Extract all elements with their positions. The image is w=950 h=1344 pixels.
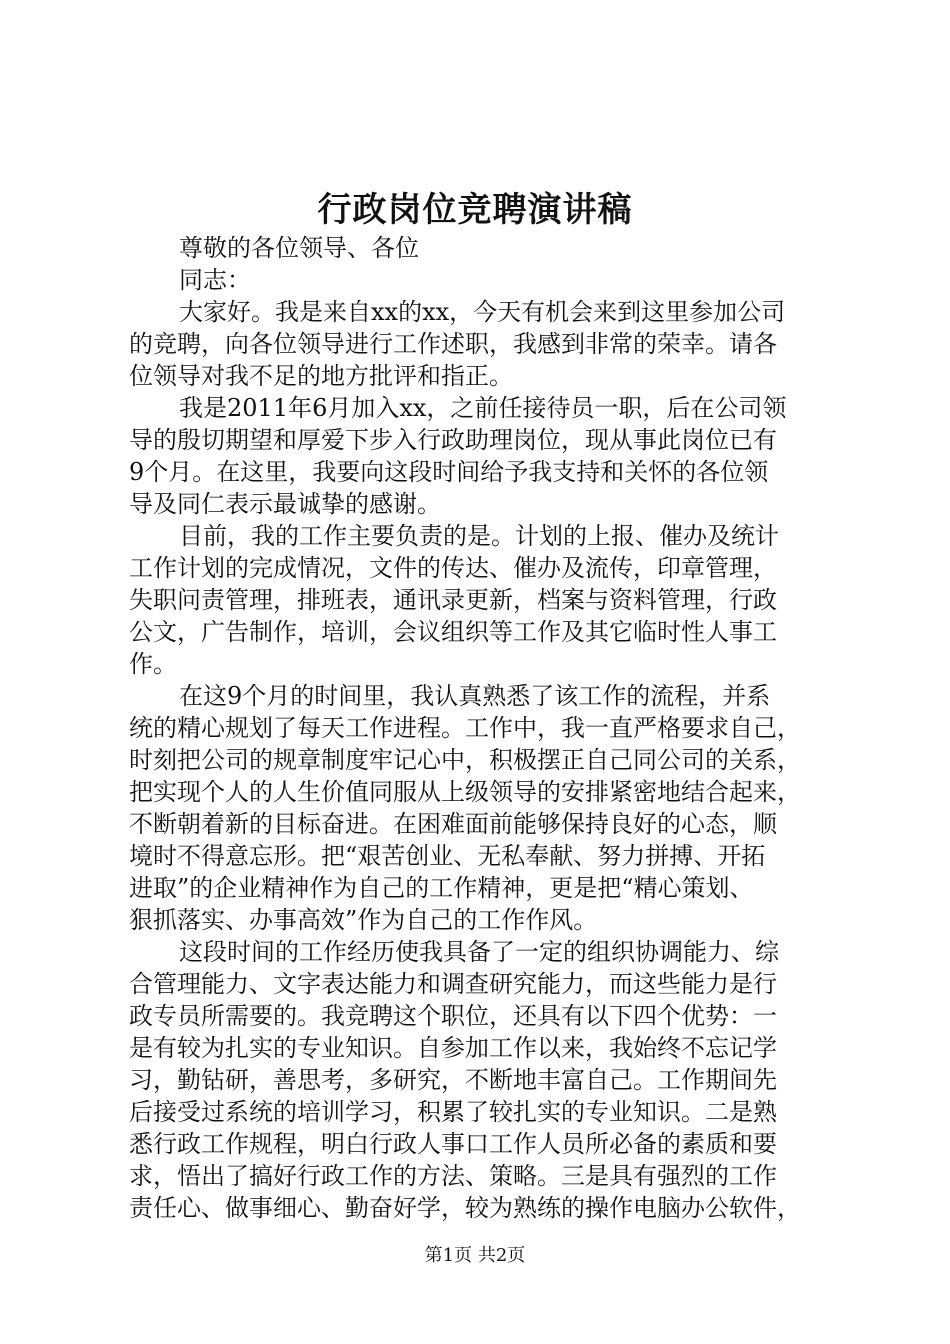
text-line: 把实现个人的人生价值同服从上级领导的安排紧密地结合起来， xyxy=(129,778,801,806)
text-line: 大家好。我是来自xx的xx，今天有机会来到这里参加公司 xyxy=(179,298,786,326)
text-line: 悉行政工作规程，明白行政人事口工作人员所必备的素质和要 xyxy=(129,1130,777,1158)
text-line: 是有较为扎实的专业知识。自参加工作以来，我始终不忘记学 xyxy=(129,1034,777,1062)
text-line: 时刻把公司的规章制度牢记心中，积极摆正自己同公司的关系， xyxy=(129,746,801,774)
text-line: 公文，广告制作，培训，会议组织等工作及其它临时性人事工 xyxy=(129,618,777,646)
text-line: 同志： xyxy=(179,266,251,294)
text-line: 工作计划的完成情况，文件的传达、催办及流传，印章管理， xyxy=(129,554,777,582)
text-line: 的竞聘，向各位领导进行工作述职，我感到非常的荣幸。请各 xyxy=(129,330,777,358)
text-line: 后接受过系统的培训学习，积累了较扎实的专业知识。二是熟 xyxy=(129,1098,777,1126)
text-line: 政专员所需要的。我竞聘这个职位，还具有以下四个优势：一 xyxy=(129,1002,777,1030)
text-line: 目前，我的工作主要负责的是。计划的上报、催办及统计 xyxy=(179,522,779,550)
text-line: 习，勤钻研，善思考，多研究，不断地丰富自己。工作期间先 xyxy=(129,1066,777,1094)
text-line: 位领导对我不足的地方批评和指正。 xyxy=(129,362,513,390)
text-line: 不断朝着新的目标奋进。在困难面前能够保持良好的心态，顺 xyxy=(129,810,777,838)
text-line: 尊敬的各位领导、各位 xyxy=(179,234,419,262)
text-line: 作。 xyxy=(129,650,177,678)
text-line: 统的精心规划了每天工作进程。工作中，我一直严格要求自己， xyxy=(129,714,801,742)
text-line: 这段时间的工作经历使我具备了一定的组织协调能力、综 xyxy=(179,938,779,966)
text-line: 责任心、做事细心、勤奋好学，较为熟练的操作电脑办公软件， xyxy=(129,1194,801,1222)
text-line: 进取”的企业精神作为自己的工作精神，更是把“精心策划、 xyxy=(129,874,754,902)
text-line: 导及同仁表示最诚挚的感谢。 xyxy=(129,490,441,518)
text-line: 狠抓落实、办事高效”作为自己的工作作风。 xyxy=(129,906,598,934)
text-line: 失职问责管理，排班表，通讯录更新，档案与资料管理，行政 xyxy=(129,586,777,614)
text-line: 求，悟出了搞好行政工作的方法、策略。三是具有强烈的工作 xyxy=(129,1162,777,1190)
text-line: 境时不得意忘形。把“艰苦创业、无私奉献、努力拼搏、开拓 xyxy=(129,842,766,870)
text-line: 合管理能力、文字表达能力和调查研究能力，而这些能力是行 xyxy=(129,970,777,998)
text-line: 在这9个月的时间里，我认真熟悉了该工作的流程，并系 xyxy=(179,682,771,710)
document-title: 行政岗位竞聘演讲稿 xyxy=(317,190,633,230)
text-line: 我是2011年6月加入xx，之前任接待员一职，后在公司领 xyxy=(179,394,787,422)
document-body xyxy=(129,232,831,1224)
text-line: 导的殷切期望和厚爱下步入行政助理岗位，现从事此岗位已有 xyxy=(129,426,777,454)
page-number-footer: 第1页 共2页 xyxy=(424,1245,526,1266)
text-line: 9个月。在这里，我要向这段时间给予我支持和关怀的各位领 xyxy=(129,458,769,486)
